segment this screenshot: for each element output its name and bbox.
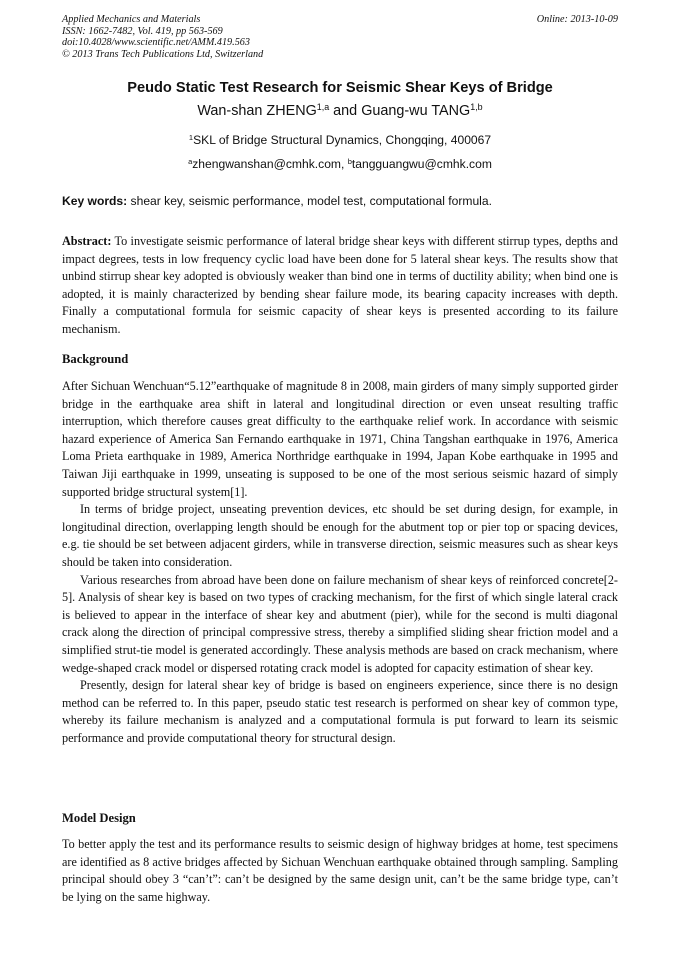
section-heading-model-design: Model Design (62, 811, 136, 825)
paragraph: To better apply the test and its performance results to seismic design of highway bridges at home, test specimens are identified as 8 active bridges affected by Sichuan Wenchuan earthquake obtained through sampling. Sampling principal should obey 3 “can’t”: can’t be designed by the same design unit, can’t be the same bridge type, can’t be lying on the same highway. (62, 837, 618, 904)
author-superscript: 1,b (470, 102, 483, 113)
paragraph: Various researches from abroad have been done on failure mechanism of shear keys of reinforced concrete[2-5]. Analysis of shear key is based on two types of cracking mechanism, for the first of which single lateral crack is believed to appear in the interface of shear key and abutment (pier), while for the second is multi diagonal crack along the direction of principal compressive stress, thereby a simplified sliding shear friction model and a simplified strut-tie model is generated accordingly. These analysis methods are based on crack mechanism, where wedge-shaped crack model or dispersed rotating crack model is adopted for capacity estimation of shear key. (62, 572, 618, 675)
section-body-model-design (62, 836, 618, 906)
paragraph: In terms of bridge project, unseating prevention devices, etc should be set during design, for example, in longitudinal direction, overlapping length should be enough for the abutment top or pier top or spacing devices, e.g. tie should be set between adjacent girders, while in transverse direction, seismic measures such as shear keys should be taken into consideration. (62, 502, 618, 569)
abstract-text: To investigate seismic performance of lateral bridge shear keys with different stirrup types, depths and impact degrees, tests in low frequency cyclic load have been done for 5 lateral shear keys. The results show that unbind stirrup shear key adopted is obviously weaker than bind one in terms of ductility ability; when bind one is adopted, it is mainly characterized by bending shear failure mode, its bearing capacity increases with depth. Finally a computational formula for seismic capacity of shear keys is presented according to its failure mechanism. (62, 234, 622, 336)
affiliation-text: SKL of Bridge Structural Dynamics, Chongqing, 400067 (193, 133, 492, 147)
doi-line: doi:10.4028/www.scientific.net/AMM.419.563 (62, 37, 250, 49)
author-name: Wan-shan ZHENG (197, 103, 317, 119)
abstract-label: Abstract: (62, 234, 112, 248)
author-superscript: 1,a (316, 102, 330, 113)
journal-name: Applied Mechanics and Materials (62, 14, 201, 25)
online-date: Online: 2013-10-09 (536, 14, 618, 25)
paragraph: After Sichuan Wenchuan“5.12”earthquake of magnitude 8 in 2008, main girders of many simply supported girder bridge in the earthquake area shift in lateral and longitudinal direction or even unseat resulting traffic interruption, which therefore causes great difficulty to the earthquake relief work. In accordance with seismic hazard experience of America San Fernando earthquake in 1971, China Tangshan earthquake in 1976, America Loma Prieta earthquake in 1989, America Northridge earthquake in 1994, Japan Kobe earthquake in 1995 and Taiwan Jiji earthquake in 1999, unseating is supposed to be one of the most serious seismic hazard of simply supported bridge structural system[1]. (62, 379, 618, 499)
affiliation (62, 133, 618, 147)
paragraph: Presently, design for lateral shear key of bridge is based on engineers experience, since there is no design method can be referred to. In this paper, pseudo static test research is performed on shear key of common type, whereby its failure mechanism is analyzed and a computational formula is put forward to learn its seismic performance and provide computational theory for structural design. (62, 678, 618, 745)
author-email[interactable]: tangguangwu@cmhk.com (351, 157, 492, 171)
issn-line: ISSN: 1662-7482, Vol. 419, pp 563-569 (62, 25, 223, 37)
email-line (62, 157, 618, 171)
keywords-text: shear key, seismic performance, model test, computational formula. (127, 194, 492, 208)
journal-header (62, 14, 618, 60)
keywords-label: Key words: (62, 194, 128, 208)
email-superscript: b (347, 156, 352, 166)
section-body-background (62, 378, 618, 747)
abstract (62, 233, 622, 339)
author-name: Guang-wu TANG (361, 103, 471, 119)
affiliation-superscript: 1 (188, 132, 194, 142)
copyright-line: © 2013 Trans Tech Publications Ltd, Switzerland (62, 48, 264, 60)
author-joiner: and (329, 103, 362, 119)
author-line (62, 103, 618, 119)
email-superscript: a (188, 156, 193, 166)
paper-title: Peudo Static Test Research for Seismic Shear Keys of Bridge (127, 80, 553, 96)
keywords (62, 194, 618, 208)
section-heading-background: Background (62, 352, 129, 366)
author-email[interactable]: zhengwanshan@cmhk.com, (192, 157, 348, 171)
